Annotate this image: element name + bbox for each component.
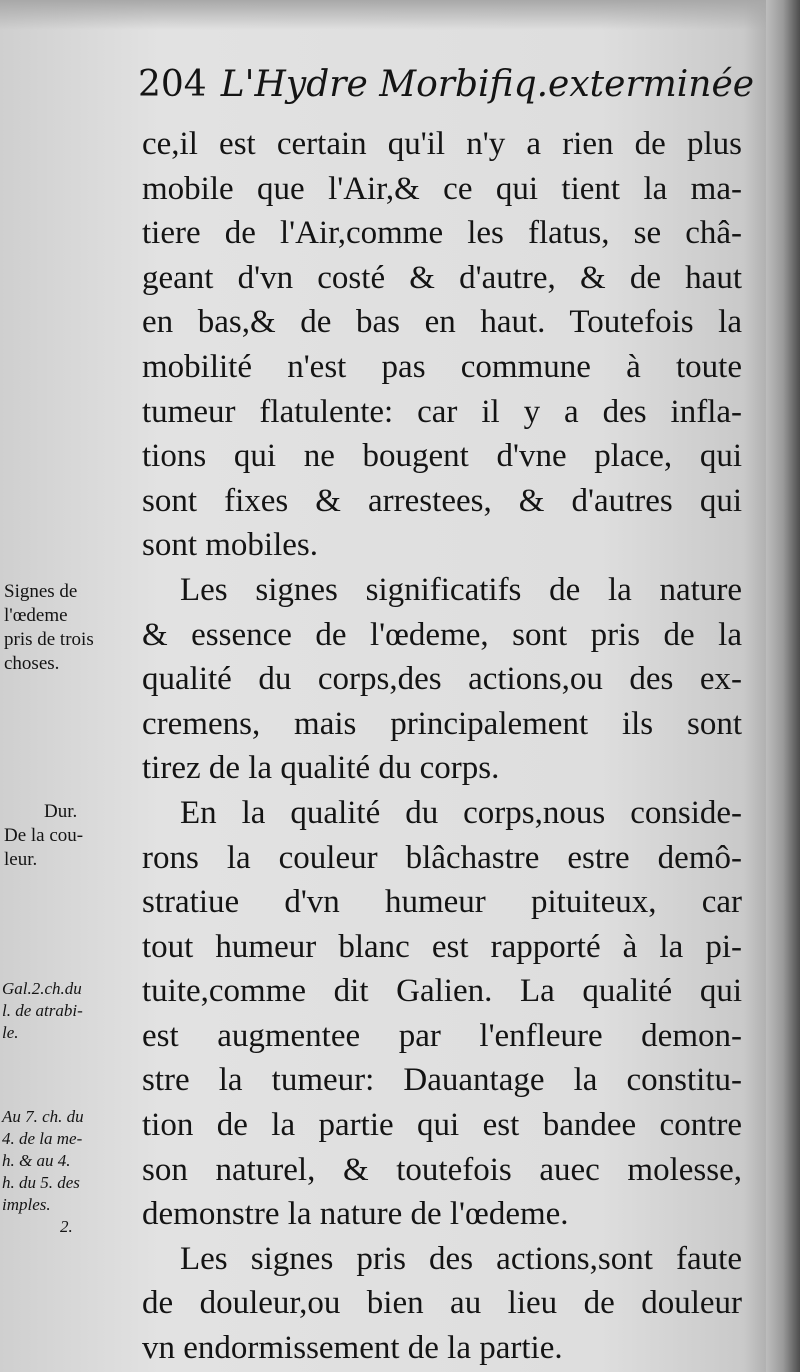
margin-note-number: 2. — [60, 1217, 73, 1236]
page-number: 204 — [138, 64, 207, 105]
text-line: mobilité n'est pas commune à toute — [142, 348, 742, 385]
margin-note-couleur — [4, 800, 83, 872]
text-line-paragraph-start: Les signes significatifs de la nature — [180, 571, 742, 608]
text-line-paragraph-start: Les signes pris des actions,sont faute — [180, 1240, 742, 1277]
text-line: sont fixes & arrestees, & d'autres qui — [142, 482, 742, 519]
margin-note-line: leur. — [4, 849, 38, 870]
text-line: de douleur,ou bien au lieu de douleur — [142, 1285, 742, 1322]
text-line: ce,il est certain qu'il n'y a rien de plus — [142, 126, 742, 162]
text-line: son naturel, & toutefois auec molesse, — [142, 1151, 742, 1188]
page-gutter-edge — [766, 0, 800, 1372]
text-line: stratiue d'vn humeur pituiteux, car — [142, 884, 742, 921]
text-line: mobile que l'Air,& ce qui tient la ma- — [142, 170, 742, 207]
margin-note-line: imples. — [2, 1195, 51, 1214]
text-line: tuite,comme dit Galien. La qualité qui — [142, 973, 742, 1010]
margin-note-line: pris de trois — [4, 629, 94, 650]
margin-note-line: l'œdeme — [4, 605, 68, 626]
text-line-paragraph-start: En la qualité du corps,nous conside- — [180, 794, 742, 831]
text-line: tumeur flatulente: car il y a des infla- — [142, 393, 742, 430]
margin-note-galien — [2, 978, 83, 1044]
text-line: tion de la partie qui est bandee contre — [142, 1107, 742, 1144]
text-line: stre la tumeur: Dauantage la constitu- — [142, 1062, 742, 1099]
text-line-paragraph-end: sont mobiles. — [142, 527, 319, 564]
body-text — [142, 122, 742, 1371]
margin-note-line: Gal.2.ch.du — [2, 979, 82, 998]
text-line: en bas,& de bas en haut. Toutefois la — [142, 304, 742, 341]
text-line: cremens, mais principalement ils sont — [142, 705, 742, 742]
text-line: rons la couleur blâchastre estre demô- — [142, 839, 742, 876]
margin-note-line: Au 7. ch. du — [2, 1107, 84, 1126]
running-title: L'Hydre Morbifiq.exterminée — [220, 64, 755, 105]
margin-note-line: h. du 5. des — [2, 1173, 80, 1192]
margin-note-line: h. & au 4. — [2, 1151, 71, 1170]
text-line: tions qui ne bougent d'vne place, qui — [142, 438, 742, 475]
margin-note-line: l. de atrabi- — [2, 1001, 83, 1020]
text-line: est augmentee par l'enfleure demon- — [142, 1017, 742, 1054]
text-line-paragraph-end: demonstre la nature de l'œdeme. — [142, 1196, 569, 1233]
text-line: qualité du corps,des actions,ou des ex- — [142, 661, 742, 698]
margin-note-signes — [4, 580, 94, 676]
margin-note-line: choses. — [4, 653, 60, 674]
margin-note-line: 4. de la me- — [2, 1129, 83, 1148]
margin-note-line: De la cou- — [4, 825, 84, 846]
margin-note-line: le. — [2, 1023, 19, 1042]
margin-note-line: Signes de — [4, 581, 78, 602]
running-header — [138, 64, 754, 105]
margin-note-reference — [2, 1106, 84, 1238]
text-line-paragraph-end: vn endormissement de la partie. — [142, 1330, 563, 1367]
text-line-paragraph-end: tirez de la qualité du corps. — [142, 750, 500, 787]
page-top-shadow — [0, 0, 800, 30]
text-line: geant d'vn costé & d'autre, & de haut — [142, 259, 742, 296]
margin-note-line: Dur. — [44, 801, 78, 822]
text-line: & essence de l'œdeme, sont pris de la — [142, 616, 742, 653]
text-line: tout humeur blanc est rapporté à la pi- — [142, 928, 742, 965]
text-line: tiere de l'Air,comme les flatus, se châ- — [142, 215, 742, 252]
